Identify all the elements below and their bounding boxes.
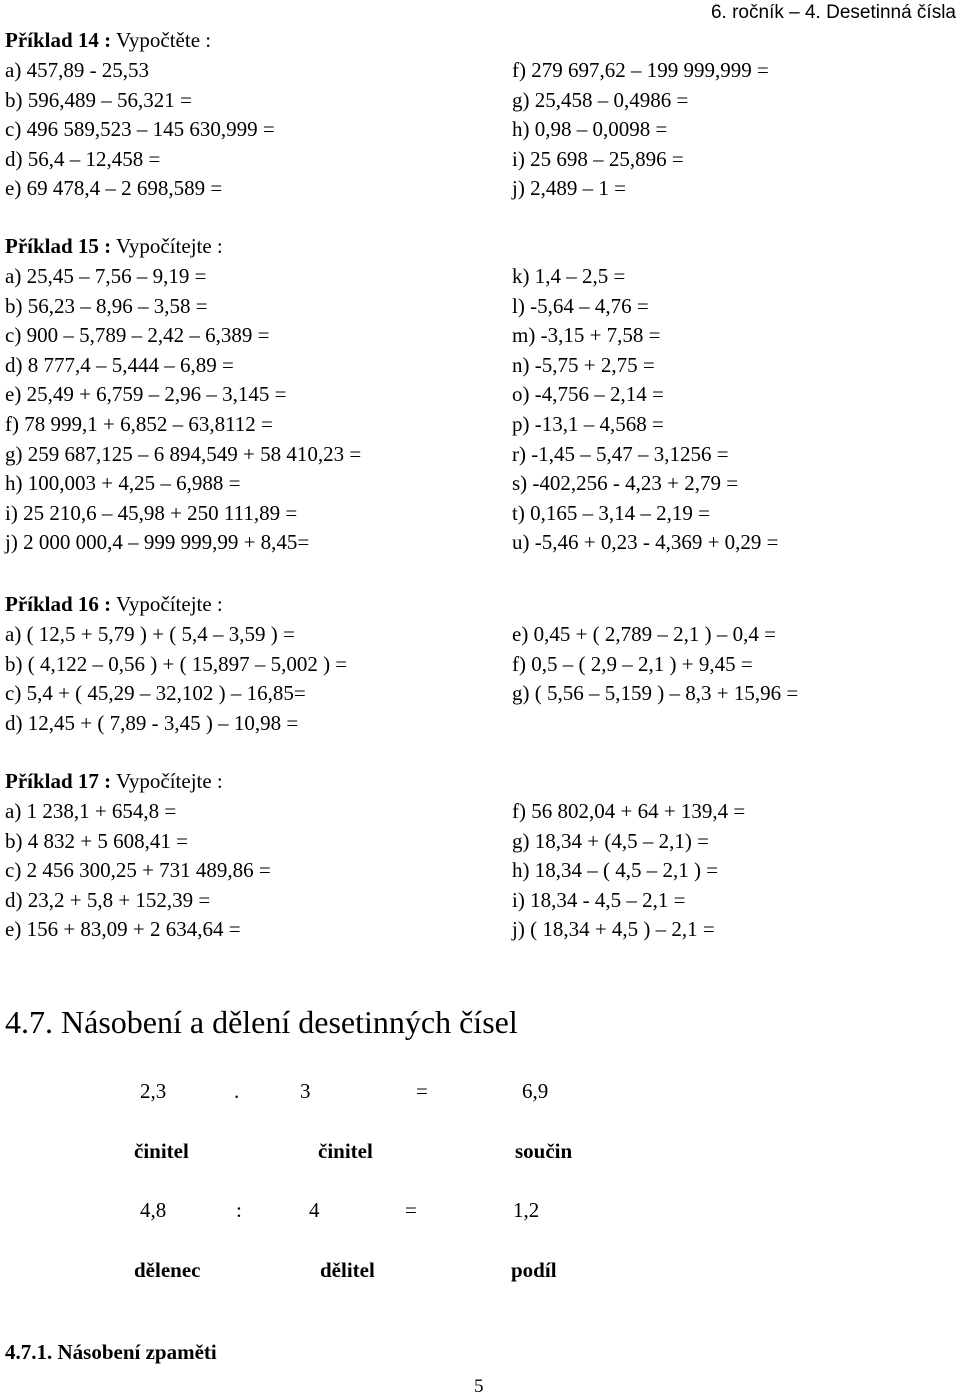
task-left: j) 2 000 000,4 – 999 999,99 + 8,45=: [5, 530, 310, 555]
task-right: r) -1,45 – 5,47 – 3,1256 =: [512, 441, 729, 466]
div-dividend: 4,8: [140, 1198, 167, 1222]
task-right: m) -3,15 + 7,58 =: [512, 323, 661, 348]
exercise-row: [0, 708, 960, 738]
exercise-row: [0, 439, 960, 469]
task-right: i) 18,34 - 4,5 – 2,1 =: [512, 887, 686, 912]
task-left: b) 56,23 – 8,96 – 3,58 =: [5, 293, 208, 318]
mult-operator: .: [234, 1079, 240, 1103]
exercise-row: [0, 350, 960, 380]
task-right: h) 0,98 – 0,0098 =: [512, 117, 668, 142]
exercise-row: [0, 855, 960, 885]
exercise-14-title: [5, 25, 211, 55]
exercise-row: [0, 291, 960, 321]
task-left: c) 2 456 300,25 + 731 489,86 =: [5, 858, 271, 883]
div-equals: =: [405, 1198, 417, 1222]
exercise-title-rest: Vypočítejte :: [111, 592, 223, 616]
mult-label-factor-1: činitel: [134, 1139, 189, 1163]
task-right: j) ( 18,34 + 4,5 ) – 2,1 =: [512, 917, 715, 942]
task-right: f) 0,5 – ( 2,9 – 2,1 ) + 9,45 =: [512, 651, 753, 676]
task-right: h) 18,34 – ( 4,5 – 2,1 ) =: [512, 858, 719, 883]
exercise-row: [0, 914, 960, 944]
exercise-title-rest: Vypočítejte :: [111, 769, 223, 793]
task-left: c) 5,4 + ( 45,29 – 32,102 ) – 16,85=: [5, 681, 306, 706]
task-right: e) 0,45 + ( 2,789 – 2,1 ) – 0,4 =: [512, 622, 776, 646]
exercise-row: [0, 320, 960, 350]
task-left: c) 496 589,523 – 145 630,999 =: [5, 117, 275, 142]
exercise-row: [0, 114, 960, 144]
task-right: g) 25,458 – 0,4986 =: [512, 87, 689, 112]
task-left: d) 12,45 + ( 7,89 - 3,45 ) – 10,98 =: [5, 710, 299, 735]
task-right: g) ( 5,56 – 5,159 ) – 8,3 + 15,96 =: [512, 681, 799, 706]
task-left: a) 457,89 - 25,53: [5, 58, 150, 82]
exercise-15-title: [5, 231, 223, 261]
exercise-row: [0, 55, 960, 85]
exercise-row: [0, 826, 960, 856]
mult-label-factor-2: činitel: [318, 1139, 373, 1163]
task-left: e) 25,49 + 6,759 – 2,96 – 3,145 =: [5, 382, 287, 407]
exercise-row: [0, 649, 960, 679]
task-left: a) 1 238,1 + 654,8 =: [5, 799, 177, 823]
task-left: a) ( 12,5 + 5,79 ) + ( 5,4 – 3,59 ) =: [5, 622, 295, 646]
task-left: b) 596,489 – 56,321 =: [5, 87, 192, 112]
exercise-row: [0, 173, 960, 203]
exercise-row: [0, 796, 960, 826]
task-left: d) 23,2 + 5,8 + 152,39 =: [5, 887, 211, 912]
task-left: i) 25 210,6 – 45,98 + 250 111,89 =: [5, 500, 298, 525]
mult-label-product: součin: [515, 1139, 573, 1163]
page-header: 6. ročník – 4. Desetinná čísla: [710, 2, 956, 23]
task-left: f) 78 999,1 + 6,852 – 63,8112 =: [5, 412, 273, 436]
exercise-row: [0, 619, 960, 649]
div-label-divisor: dělitel: [320, 1258, 375, 1282]
task-right: s) -402,256 - 4,23 + 2,79 =: [512, 471, 739, 496]
exercise-row: [0, 527, 960, 557]
div-operator: :: [236, 1198, 242, 1222]
task-right: l) -5,64 – 4,76 =: [512, 293, 649, 318]
task-left: d) 8 777,4 – 5,444 – 6,89 =: [5, 352, 234, 377]
task-right: f) 279 697,62 – 199 999,999 =: [512, 58, 769, 82]
exercise-title-rest: Vypočtěte :: [111, 28, 212, 52]
section-title: 4.7. Násobení a dělení desetinných čísel: [5, 1004, 518, 1040]
exercise-row: [0, 85, 960, 115]
page-number: 5: [474, 1376, 484, 1397]
task-left: g) 259 687,125 – 6 894,549 + 58 410,23 =: [5, 441, 362, 466]
exercise-row: [0, 261, 960, 291]
task-right: t) 0,165 – 3,14 – 2,19 =: [512, 500, 710, 525]
task-right: n) -5,75 + 2,75 =: [512, 352, 655, 377]
exercise-row: [0, 379, 960, 409]
task-right: o) -4,756 – 2,14 =: [512, 382, 664, 407]
exercise-row: [0, 144, 960, 174]
task-left: b) ( 4,122 – 0,56 ) + ( 15,897 – 5,002 ) =: [5, 651, 348, 676]
task-right: f) 56 802,04 + 64 + 139,4 =: [512, 799, 746, 823]
exercise-row: [0, 468, 960, 498]
subsection-title: 4.7.1. Násobení zpaměti: [5, 1340, 217, 1364]
task-right: g) 18,34 + (4,5 – 2,1) =: [512, 828, 709, 853]
exercise-title-bold: Příklad 17 :: [5, 769, 112, 793]
mult-result: 6,9: [522, 1079, 549, 1103]
task-right: p) -13,1 – 4,568 =: [512, 412, 664, 436]
task-left: h) 100,003 + 4,25 – 6,988 =: [5, 471, 241, 496]
task-right: j) 2,489 – 1 =: [512, 176, 626, 201]
task-right: k) 1,4 – 2,5 =: [512, 264, 626, 288]
mult-factor-2: 3: [300, 1079, 311, 1103]
exercise-row: [0, 885, 960, 915]
exercise-title-bold: Příklad 16 :: [5, 592, 112, 616]
exercise-title-bold: Příklad 15 :: [5, 234, 112, 258]
task-left: b) 4 832 + 5 608,41 =: [5, 828, 188, 853]
mult-factor-1: 2,3: [140, 1079, 167, 1103]
task-right: i) 25 698 – 25,896 =: [512, 146, 684, 171]
exercise-title-bold: Příklad 14 :: [5, 28, 112, 52]
mult-equals: =: [416, 1079, 428, 1103]
exercise-row: [0, 678, 960, 708]
div-label-dividend: dělenec: [134, 1258, 201, 1282]
exercise-16-title: [5, 589, 223, 619]
task-left: d) 56,4 – 12,458 =: [5, 146, 161, 171]
exercise-17-title: [5, 766, 223, 796]
task-left: a) 25,45 – 7,56 – 9,19 =: [5, 264, 207, 288]
task-left: c) 900 – 5,789 – 2,42 – 6,389 =: [5, 323, 270, 348]
div-result: 1,2: [513, 1198, 540, 1222]
task-right: u) -5,46 + 0,23 - 4,369 + 0,29 =: [512, 530, 779, 555]
task-left: e) 156 + 83,09 + 2 634,64 =: [5, 917, 241, 942]
div-divisor: 4: [309, 1198, 320, 1222]
exercise-row: [0, 409, 960, 439]
exercise-title-rest: Vypočítejte :: [111, 234, 223, 258]
exercise-row: [0, 498, 960, 528]
div-label-quotient: podíl: [511, 1258, 557, 1282]
task-left: e) 69 478,4 – 2 698,589 =: [5, 176, 223, 201]
